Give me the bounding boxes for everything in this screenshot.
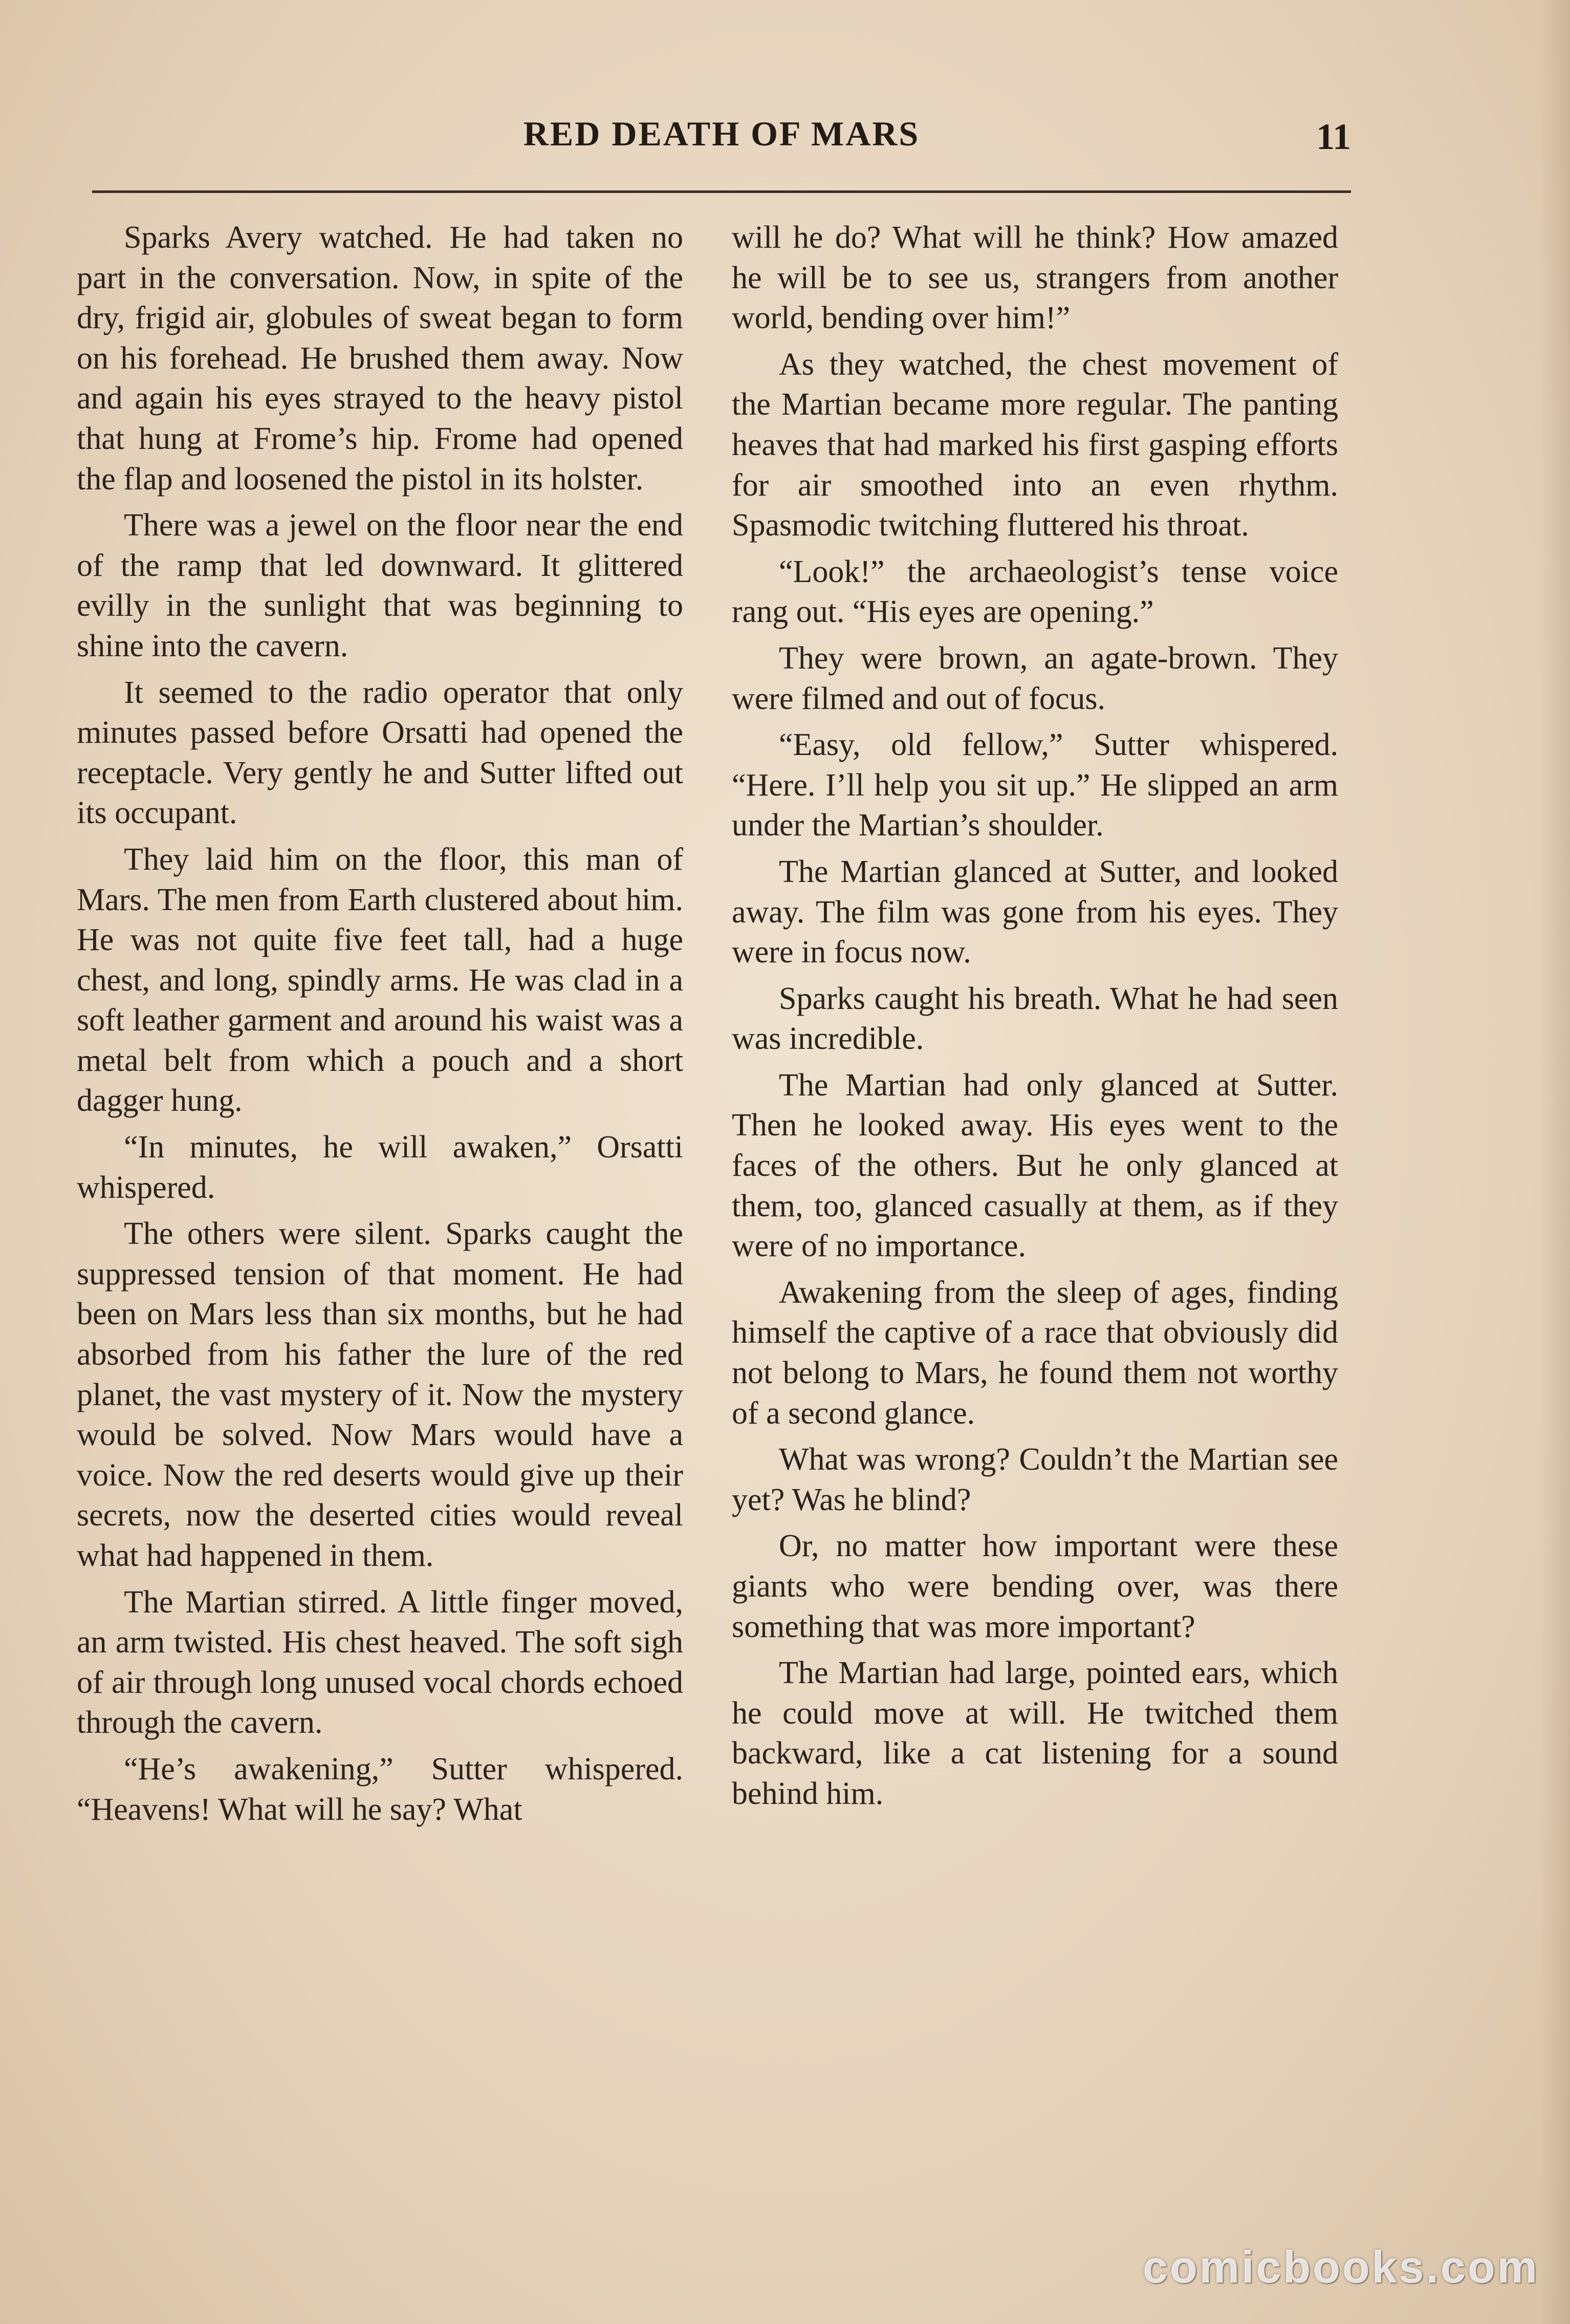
running-title: RED DEATH OF MARS [523,114,920,153]
paragraph: “Look!” the archaeologist’s tense voice rang out. “His eyes are opening.” [732,554,1338,630]
header-rule [92,190,1351,193]
paragraph: What was wrong? Couldn’t the Martian see yet? Was he blind? [732,1442,1338,1517]
paragraph: “He’s awakening,” Sutter whispered. “Heavens! What will he say? What [77,1751,683,1827]
page-number: 11 [1316,116,1351,157]
paragraph: Or, no matter how important were these giants who were bending over, was there something that was more important? [732,1529,1338,1644]
paragraph: They were brown, an agate-brown. They were filmed and out of focus. [732,640,1338,716]
paragraph: The Martian had only glanced at Sutter. Then he looked away. His eyes went to the faces of the others. But he only glanced at them, too, glanced casually at them, as if they were of no importance. [732,1067,1338,1264]
paragraph: There was a jewel on the floor near the end of the ramp that led downward. It glittered evilly in the sunlight that was beginning to shine into the cavern. [77,508,683,663]
right-column [732,218,1338,1820]
paragraph: Sparks caught his breath. What he had seen was incredible. [732,981,1338,1057]
paragraph: The Martian glanced at Sutter, and looked away. The film was gone from his eyes. They were in focus now. [732,854,1338,970]
watermark-logo: comicbooks.com [1143,2242,1539,2292]
paragraph: “In minutes, he will awaken,” Orsatti whispered. [77,1130,683,1205]
left-column [77,218,683,1836]
page-edge-shadow [1539,0,1570,2324]
paragraph: Awakening from the sleep of ages, finding himself the captive of a race that obviously did not belong to Mars, he found them not worthy of a second glance. [732,1275,1338,1431]
paragraph: The Martian stirred. A little finger moved, an arm twisted. His chest heaved. The soft sigh of air through long unused vocal chords echoed through the cavern. [77,1584,683,1740]
paragraph: The Martian had large, pointed ears, which he could move at will. He twitched them backward, like a cat listening for a sound behind him. [732,1655,1338,1811]
paragraph: “Easy, old fellow,” Sutter whispered. “Here. I’ll help you sit up.” He slipped an arm under the Martian’s shoulder. [732,727,1338,843]
paragraph: Sparks Avery watched. He had taken no part in the conversation. Now, in spite of the dry, frigid air, globules of sweat began to form on his forehead. He brushed them away. Now and again his eyes strayed to the heavy pistol that hung at Frome’s hip. Frome had opened the flap and loosened the pistol in its holster. [77,220,683,497]
paragraph-continued: will he do? What will he think? How amazed he will be to see us, strangers from another world, bending over him!” [732,220,1338,336]
running-header [92,107,1351,164]
paragraph: The others were silent. Sparks caught the suppressed tension of that moment. He had been on Mars less than six months, but he had absorbed from his father the lure of the red planet, the vast mystery of it. Now the mystery would be solved. Now Mars would have a voice. Now the red deserts would give up their secrets, now the deserted cities would reveal what had happened in them. [77,1216,683,1573]
paragraph: It seemed to the radio operator that only minutes passed before Orsatti had opened the receptacle. Very gently he and Sutter lifted out its occupant. [77,675,683,831]
paragraph: They laid him on the floor, this man of Mars. The men from Earth clustered about him. He was not quite five feet tall, had a huge chest, and long, spindly arms. He was clad in a soft leather garment and around his waist was a metal belt from which a pouch and a short dagger hung. [77,842,683,1118]
paragraph: As they watched, the chest movement of the Martian became more regular. The panting heaves that had marked his first gasping efforts for air smoothed into an even rhythm. Spasmodic twitching fluttered his throat. [732,347,1338,543]
